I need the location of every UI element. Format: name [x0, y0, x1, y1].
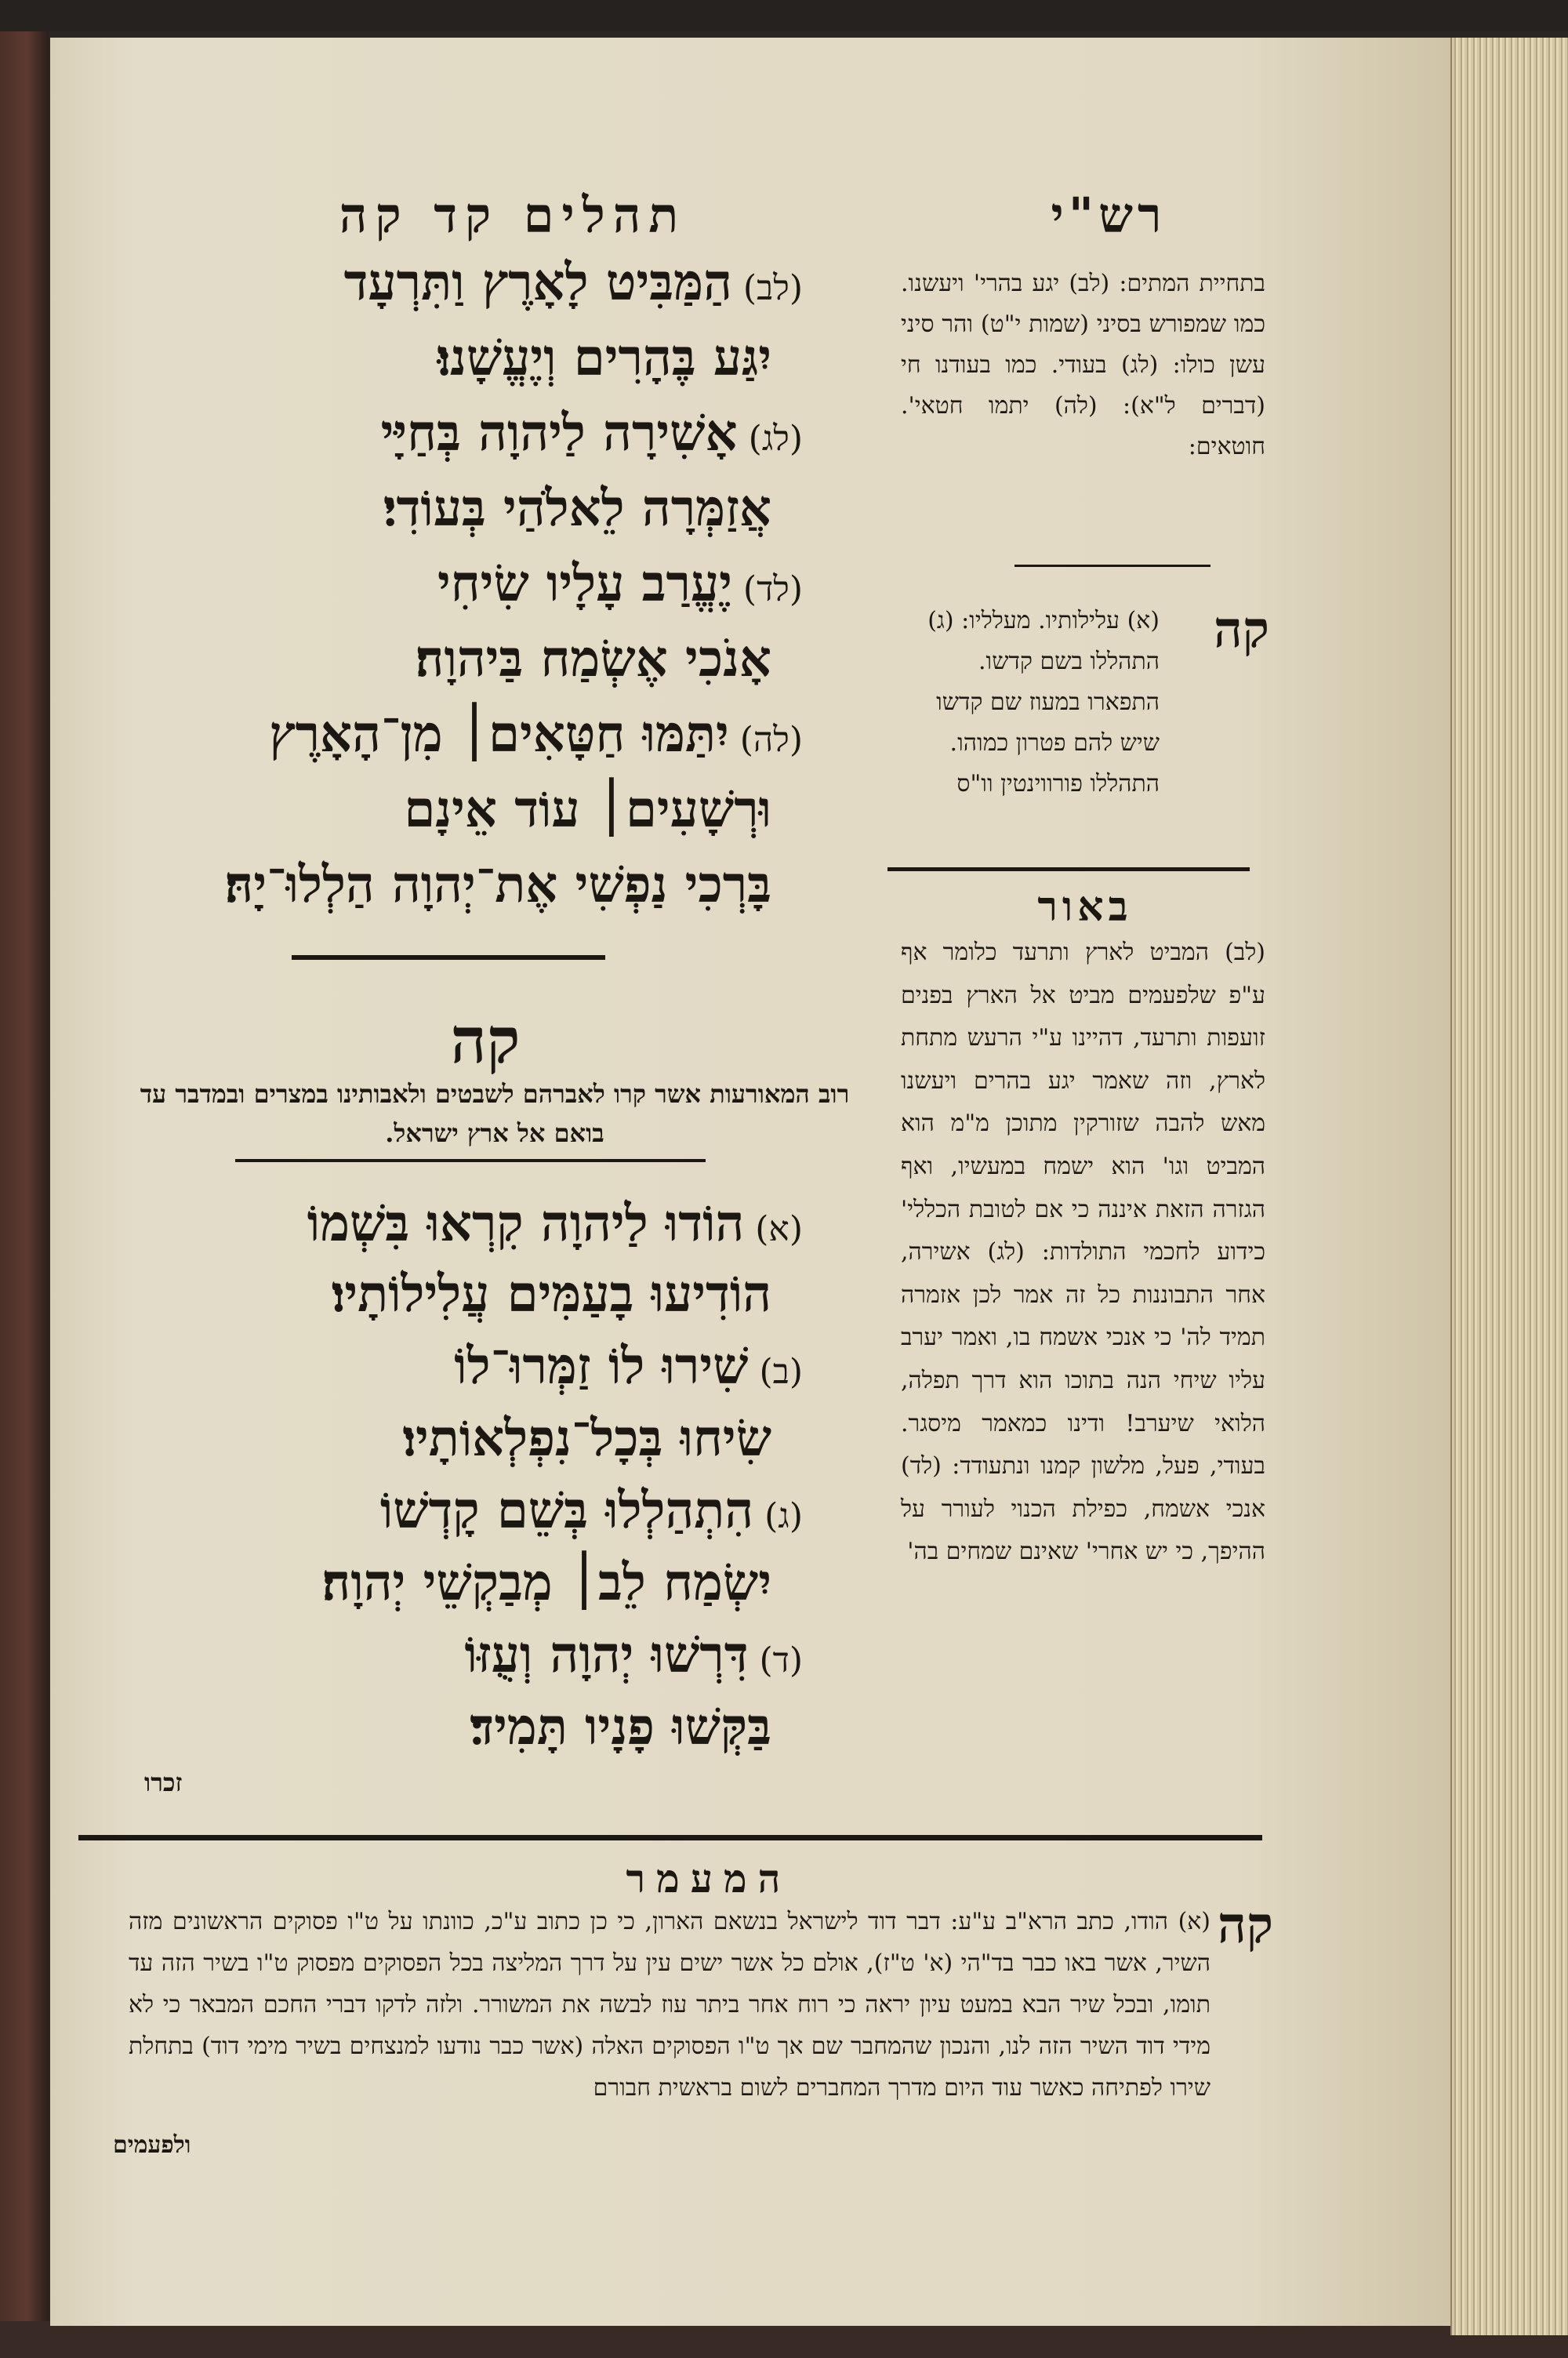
psalm-divider: [292, 955, 605, 960]
verse-number: (לד): [742, 569, 803, 609]
verse-line: יִשְׂמַח לֵב׀ מְבַקְשֵׁי יְהוָה׃: [321, 1553, 771, 1612]
rashi-divider: [1014, 565, 1210, 567]
verse-number: (לה): [739, 720, 803, 760]
verse-number: (לב): [742, 268, 803, 308]
biur-heading: באור: [1037, 883, 1133, 931]
footer-catchword: ולפעמים: [113, 2131, 191, 2159]
verse-line: הוֹדִיעוּ בָעַמִּים עֲלִילוֹתָיו׃: [331, 1265, 771, 1324]
verse-line: שִׂיחוּ בְּכָל־נִפְלְאוֹתָיו׃: [402, 1409, 771, 1468]
biur-divider: [887, 867, 1250, 871]
verse-number: (לג): [748, 419, 803, 459]
verse-line: יִגַּע בֶּהָרִים וְיֶעֱשָׁנוּ׃: [437, 329, 771, 387]
rashi-psalm-number: קה: [1213, 601, 1269, 659]
verse-4: [129, 1620, 803, 1696]
verse-1: [129, 1189, 803, 1265]
commentary-divider: [78, 1835, 1262, 1840]
verse-32: [129, 248, 803, 324]
biur-text: (לב) המביט לארץ ותרעד כלומר אף ע"פ שלפעמים מביט אל הארץ בפנים זועפות ותרעד, דהיינו ע"י הרעש מתחת לארץ, וזה שאמר יגע בהרים ויעשנו מאש להבה שזורקין מתוכן מ"מ הוא המביט וגו' הוא ישמח במעשיו, ואף הגזרה הזאת איננה כי אם לטובת הכללי' כידוע לחכמי התולדות: (לג) אשירה, אחר התבוננות כל זה אמר לכן אזמרה תמיד לה' כי אנכי אשמח בו, ואמר יערב עליו שיחי הנה בתוכו הוא דרך תפלה, הלואי שיערב! ודינו כמאמר מיסגר. בעודי, פעל, מלשון קמנו ונתעודד: (לד) אנכי אשמח, כפילת הכנוי לעורר על ההיפך, כי יש אחרי' שאינם שמחים בה': [901, 939, 1265, 1566]
hamaamar-heading: המעמר: [626, 1855, 792, 1902]
verse-35: [129, 699, 803, 776]
verse-3: [129, 1476, 803, 1552]
background-top: [0, 0, 1568, 31]
verse-line: הוֹדוּ לַיהוָה קִרְאוּ בִּשְׁמוֹ: [307, 1194, 745, 1253]
background-bottom: [0, 2321, 1568, 2358]
verse-number: (א): [755, 1209, 803, 1249]
verse-number: (ג): [764, 1496, 803, 1536]
verse-line: אָשִׁירָה לַיהוָה בְּחַיָּי: [380, 404, 738, 463]
book-cover-edge: [0, 0, 49, 2358]
rashi-text: בתחיית המתים: (לב) יגע בהרי' ויעשנו. כמו שמפורש בסיני (שמות י"ט) והר סיני עשן כולו: (לג) בעודי. כמו בעודנו חי (דברים ל"א): (לה) יתמו חטאי'. חוטאים:: [901, 270, 1265, 460]
psalm-number: קה: [450, 1004, 521, 1077]
verse-line: דִּרְשׁוּ יְהוָה וְעֻזּוֹ: [464, 1626, 749, 1684]
hamaamar-psalm-number: קה: [1217, 1896, 1273, 1955]
verse-33: [129, 398, 803, 474]
verse-line: אָנֹכִי אֶשְׂמַח בַּיהוָה׃: [415, 630, 771, 689]
verse-34: [129, 549, 803, 625]
verse-line: בַּקְּשׁוּ פָנָיו תָּמִיד׃: [470, 1698, 771, 1757]
rashi-psalm-105-text: (א) עלילותיו. מעלליו: (ג) התהללו בשם קדשו. התפארו במעוז שם קדשו שיש להם פטרון כמוהו. התהללו פורווינטין וו"ס: [927, 607, 1160, 798]
hamaamar-text: (א) הודו, כתב הרא"ב ע"ע: דבר דוד לישראל בנשאם הארון, כי כן כתוב ע"כ, כוונתו על ט"ו פסוקים הראשונים מזה השיר, אשר באו כבר בד"הי (א' ט"ז), אולם כל אשר ישים עין על דרך המליצה בכל הפסוקים מפסוק ט"ו בשיר הזה עד תומו, ובכל שיר הבא במעט עיון יראה כי רוח אחר ביתר עוז לבשה את המשורר. ולזה לדקו דברי החכם המבאר כי לא מידי דוד השיר הזה לנו, והנכון שהמחבר שם אך ט"ו הפסוקים האלה (אשר כבר נודעו למנצחים בשיר מימי דוד) בתחלת שירו לפתיחה כאשר עוד היום מדרך המחברים לשום בראשית חבורם: [129, 1908, 1211, 2102]
verse-line: וּרְשָׁעִים׀ עוֹד אֵינָם: [404, 780, 771, 839]
page-header: תהלים קד קה: [339, 187, 687, 244]
verse-number: (ד): [759, 1640, 803, 1680]
verse-line: אֲזַמְּרָה לֵאלֹהַי בְּעוֹדִי׃: [383, 479, 771, 538]
catchword: זכרו: [144, 1768, 183, 1797]
verse-number: (ב): [759, 1352, 803, 1392]
page-edges: [1450, 38, 1568, 2335]
summary-divider: [235, 1159, 706, 1162]
verse-line: שִׁירוּ לוֹ זַמְּרוּ־לוֹ: [454, 1337, 749, 1396]
rashi-heading: רש"י: [1051, 187, 1167, 244]
verse-line: יִתַּמּוּ חַטָּאִים׀ מִן־הָאָרֶץ: [269, 705, 729, 764]
verse-line: הַמַּבִּיט לָאָרֶץ וַתִּרְעָד: [343, 253, 732, 312]
verse-line: הִתְהַלְלוּ בְּשֵׁם קָדְשׁוֹ: [379, 1481, 754, 1540]
verse-2: [129, 1332, 803, 1408]
verse-line: בָּרְכִי נַפְשִׁי אֶת־יְהוָה הַלְלוּ־יָהּ׃: [224, 856, 771, 914]
psalm-summary: רוב המאורעות אשר קרו לאברהם לשבטים ולאבותינו במצרים ובמדבר עד בואם אל ארץ ישראל.: [140, 1079, 850, 1148]
verse-line: יֶעֱרַב עָלָיו שִׂיחִי: [437, 554, 732, 613]
book-page: [50, 38, 1450, 2326]
